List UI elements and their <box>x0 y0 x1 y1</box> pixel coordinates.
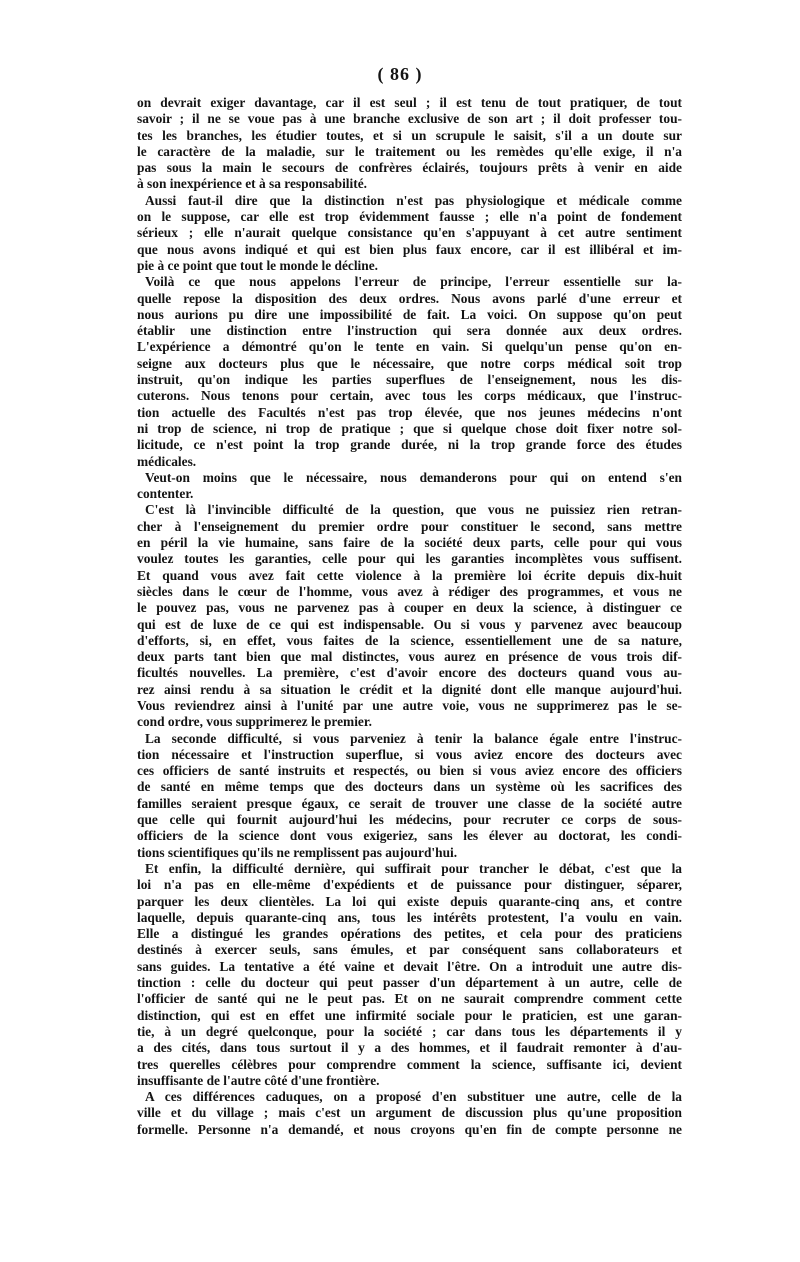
text-line: laquelle, depuis quarante-cinq ans, tous les intérêts protestent, l'a voulu en vain. <box>137 909 682 925</box>
text-line: ces officiers de santé instruits et respectés, ou bien si vous aviez encore des officiers <box>137 763 682 779</box>
text-line: instruit, qu'on indique les parties superflues de l'enseignement, nous les dis- <box>137 372 682 388</box>
text-line: voulez toutes les garanties, celle pour qui les garanties incomplètes vous suffisent. <box>137 551 682 567</box>
text-line: l'officier de santé qui ne le peut pas. Et on ne saurait comprendre comment cette <box>137 991 682 1007</box>
text-line: cond ordre, vous supprimerez le premier. <box>137 714 372 730</box>
text-line: seigne aux docteurs plus que le nécessaire, que notre corps médical soit trop <box>137 355 682 371</box>
text-line: tres querelles célèbres pour comprendre comment la science, suffisante ici, devient <box>137 1056 682 1072</box>
text-line: savoir ; il ne se voue pas à une branche exclusive de son art ; il doit professer tou- <box>137 111 682 127</box>
text-line: le pouvez pas, vous ne parvenez pas à couper en deux la science, à distinguer ce <box>137 600 682 616</box>
text-line: Elle a distingué les grandes opérations des petites, et cela pour des praticiens <box>137 926 682 942</box>
text-line: Voilà ce que nous appelons l'erreur de principe, l'erreur essentielle sur la- <box>145 274 682 290</box>
text-line: pie à ce point que tout le monde le décline. <box>137 257 379 273</box>
text-line: cher à l'enseignement du premier ordre pour constituer le second, sans mettre <box>137 518 682 534</box>
text-line: C'est là l'invincible difficulté de la question, que vous ne puissiez rien retran- <box>145 502 682 518</box>
text-line: a des cités, dans tous surtout il y a des hommes, et il faudrait remonter à d'au- <box>137 1040 682 1056</box>
text-line: tion nécessaire et l'instruction superflue, si vous aviez encore des docteurs avec <box>137 746 682 762</box>
text-line: siècles dans le cœur de l'homme, vous avez à rédiger des programmes, et vous ne <box>137 583 682 599</box>
text-line: tinction : celle du docteur qui peut passer d'un département à un autre, celle de <box>137 975 682 991</box>
text-line: nous aurions pu dire une impossibilité de fait. La voici. On suppose qu'on peut <box>137 306 682 322</box>
text-line: tion actuelle des Facultés n'est pas trop élevée, que nos jeunes médecins n'ont <box>137 404 682 420</box>
text-line: insuffisante de l'autre côté d'une frontière. <box>137 1072 380 1088</box>
text-line: d'efforts, si, en effet, vous faites de la science, essentiellement une de sa nature, <box>137 632 682 648</box>
text-line: parquer les deux clientèles. La loi qui existe depuis quarante-cinq ans, et contre <box>137 893 682 909</box>
text-line: qui est de luxe de ce qui est indispensable. Ou si vous y parvenez avec beaucoup <box>137 616 682 632</box>
text-line: de santé en même temps que des docteurs dans un système où les sacrifices des <box>137 779 682 795</box>
text-line: familles seraient presque égaux, ce serait de trouver une classe de la société autre <box>137 795 682 811</box>
text-line: Et quand vous avez fait cette violence à la première loi écrite depuis dix-huit <box>137 567 682 583</box>
text-line: Aussi faut-il dire que la distinction n'est pas physiologique et médicale comme <box>145 192 682 208</box>
text-line: destinés à exercer seuls, sans émules, et par conséquent sans collaborateurs et <box>137 942 682 958</box>
text-line: Vous reviendrez ainsi à l'unité par une autre voie, vous ne supprimerez pas le se- <box>137 697 682 713</box>
text-line: formelle. Personne n'a demandé, et nous croyons qu'en fin de compte personne ne <box>137 1121 682 1137</box>
text-line: tions scientifiques qu'ils ne remplissent pas aujourd'hui. <box>137 844 458 860</box>
text-line: contenter. <box>137 486 194 502</box>
text-line: tie, à un degré quelconque, pour la société ; car dans tous les départements il y <box>137 1023 682 1039</box>
text-line: licitude, ce n'est point la trop grande durée, ni la trop grande force des études <box>137 437 682 453</box>
text-line: que celle qui fournit aujourd'hui les médecins, pour recruter ce corps de sous- <box>137 812 682 828</box>
body-text <box>137 95 682 1138</box>
text-line: La seconde difficulté, si vous parveniez à tenir la balance égale entre l'instruc- <box>145 730 682 746</box>
text-line: Veut-on moins que le nécessaire, nous demanderons pour qui on entend s'en <box>145 469 682 485</box>
text-line: distinction, qui est en effet une infirmité sociale pour le praticien, est une garan- <box>137 1007 682 1023</box>
text-line: on le suppose, car elle est trop évidemment fausse ; elle n'a point de fondement <box>137 209 682 225</box>
text-line: à son inexpérience et à sa responsabilité. <box>137 176 367 192</box>
text-line: officiers de la science dont vous exigeriez, sans les élever au doctorat, les condi- <box>137 828 682 844</box>
text-line: en péril la vie humaine, sans faire de la société deux parts, celle pour qui vous <box>137 535 682 551</box>
text-line: ficultés nouvelles. La première, c'est d'avoir encore des docteurs quand vous au- <box>137 665 682 681</box>
text-line: médicales. <box>137 453 197 469</box>
text-line: pas sous la main le secours de confrères éclairés, toujours prêts à venir en aide <box>137 160 682 176</box>
text-line: L'expérience a démontré qu'on le tente en vain. Si quelqu'un pense qu'on en- <box>137 339 682 355</box>
text-line: établir une distinction entre l'instruction qui sera donnée aux deux ordres. <box>137 323 682 339</box>
text-line: ville et du village ; mais c'est un argument de discussion plus qu'une proposition <box>137 1105 682 1121</box>
text-line: le caractère de la maladie, sur le traitement ou les remèdes qu'elle exige, il n'a <box>137 143 682 159</box>
page-number: ( 86 ) <box>377 64 423 84</box>
text-line: ni trop de science, ni trop de pratique ; que si quelque chose doit fixer notre sol- <box>137 420 682 436</box>
text-line: que nous avons indiqué et qui est bien plus faux encore, car il est illibéral et im- <box>137 241 682 257</box>
text-line: A ces différences caduques, on a proposé d'en substituer une autre, celle de la <box>145 1089 682 1105</box>
text-line: sans guides. La tentative a été vaine et devait l'être. On a introduit une autre dis- <box>137 958 682 974</box>
text-line: loi n'a pas en elle-même d'expédients et de puissance pour distinguer, séparer, <box>137 877 682 893</box>
text-line: tes les branches, les étudier toutes, et si un scrupule le saisit, s'il a un doute sur <box>137 127 682 143</box>
text-line: sérieux ; elle n'aurait quelque consistance qu'en s'appuyant à cet autre sentiment <box>137 225 682 241</box>
text-line: rez ainsi rendu à sa situation le crédit et la dignité dont elle manque aujourd'hui. <box>137 681 682 697</box>
text-line: Et enfin, la difficulté dernière, qui suffirait pour trancher le débat, c'est que la <box>145 860 682 876</box>
text-line: deux parts tant bien que mal distinctes, vous aurez en présence de vous trois dif- <box>137 649 682 665</box>
text-line: quelle repose la disposition des deux ordres. Nous avons parlé d'une erreur et <box>137 290 682 306</box>
text-line: on devrait exiger davantage, car il est seul ; il est tenu de tout pratiquer, de tout <box>137 95 682 110</box>
text-line: cuterons. Nous tenons pour certain, avec tous les corps médicaux, que l'instruc- <box>137 388 682 404</box>
